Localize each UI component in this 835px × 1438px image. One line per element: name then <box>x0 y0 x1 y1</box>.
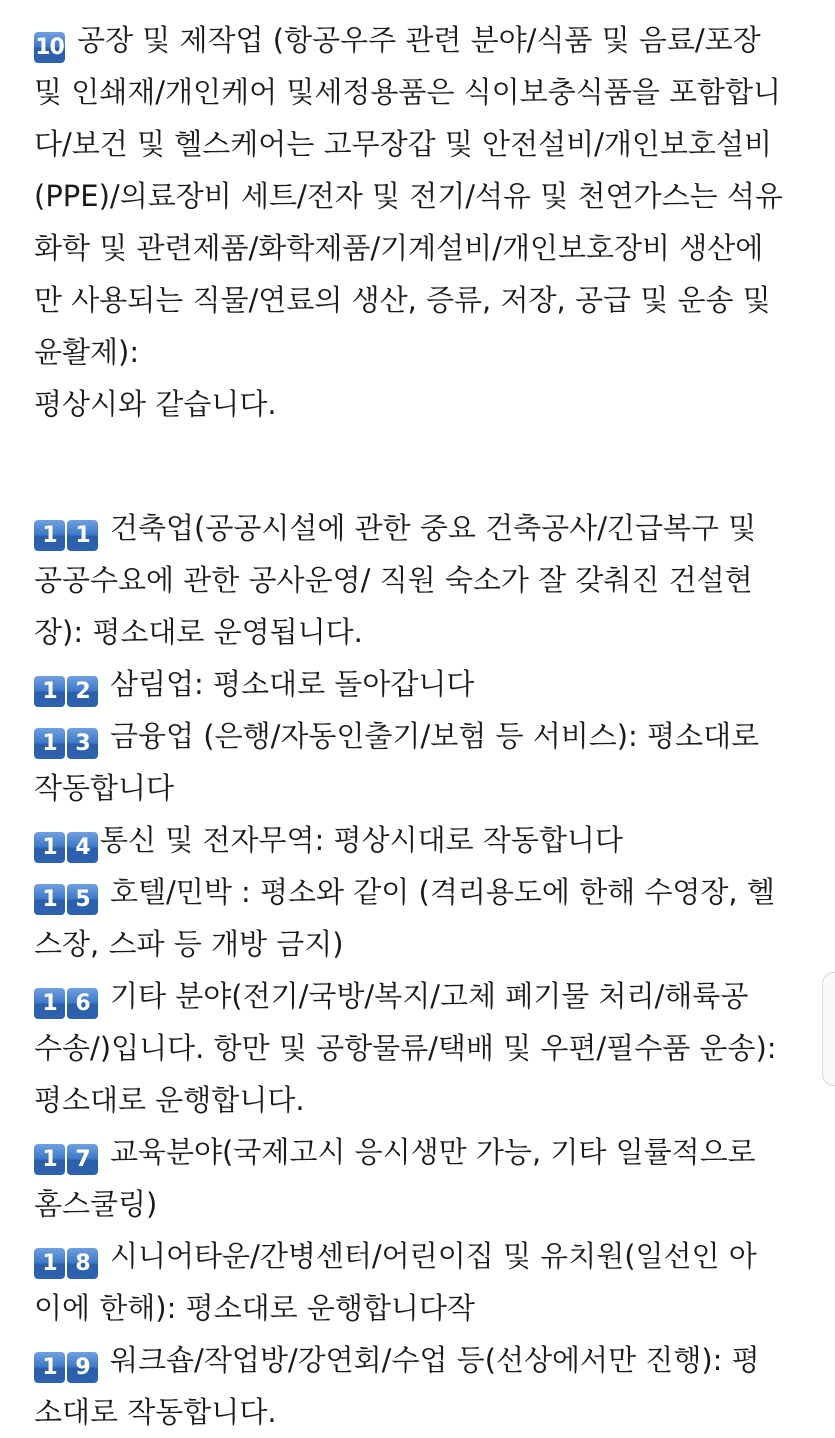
section-line: 공공수요에 관한 공사운영/ 직원 숙소가 잘 갖춰진 건설현 <box>34 563 753 597</box>
section-17 <box>34 1126 814 1230</box>
section-line: 다/보건 및 헬스케어는 고무장갑 및 안전설비/개인보호설비 <box>34 127 772 161</box>
number-emoji <box>34 710 100 762</box>
keycap-1-icon: 1 <box>34 884 65 915</box>
keycap-1-icon: 1 <box>34 728 65 759</box>
section-19 <box>34 1334 814 1438</box>
number-emoji <box>34 1126 100 1178</box>
keycap-1-icon: 1 <box>34 676 65 707</box>
number-emoji <box>34 502 100 554</box>
section-line: (PPE)/의료장비 세트/전자 및 전기/석유 및 천연가스는 석유 <box>34 179 783 213</box>
section-line: 만 사용되는 직물/연료의 생산, 증류, 저장, 공급 및 운송 및 <box>34 283 771 317</box>
section-line: 수송/)입니다. 항만 및 공항물류/택배 및 우편/필수품 운송): <box>34 1031 777 1065</box>
section-line: 1 2 삼림업: 평소대로 돌아갑니다 <box>34 658 814 710</box>
section-line: 1 4 통신 및 전자무역: 평상시대로 작동합니다 <box>34 814 814 866</box>
document-body <box>34 14 814 1438</box>
section-line: 장): 평소대로 운영됩니다. <box>34 615 363 649</box>
section-line: 1 6 기타 분야(전기/국방/복지/고체 폐기물 처리/해륙공 <box>34 970 814 1022</box>
keycap-1-icon: 1 <box>34 520 65 551</box>
section-13 <box>34 710 814 814</box>
section-line: 1 7 교육분야(국제고시 응시생만 가능, 기타 일률적으로 <box>34 1126 814 1178</box>
section-18 <box>34 1230 814 1334</box>
number-emoji <box>34 814 100 866</box>
section-line: 평상시와 같습니다. <box>34 387 277 421</box>
keycap-7-icon: 7 <box>67 1144 98 1175</box>
number-emoji <box>34 1230 100 1282</box>
keycap-5-icon: 5 <box>67 884 98 915</box>
section-line: 소대로 작동합니다. <box>34 1395 277 1429</box>
section-line: 1 9 워크숍/작업방/강연회/수업 등(선상에서만 진행): 평 <box>34 1334 814 1386</box>
keycap-1-icon: 1 <box>34 1352 65 1383</box>
section-line: 이에 한해): 평소대로 운행합니다작 <box>34 1291 475 1325</box>
keycap-1-icon: 1 <box>34 988 65 1019</box>
keycap-1-icon: 1 <box>34 1248 65 1279</box>
section-line: 윤활제): <box>34 335 140 369</box>
number-emoji <box>34 970 100 1022</box>
number-emoji <box>34 658 100 710</box>
section-line: 10 공장 및 제작업 (항공우주 관련 분야/식품 및 음료/포장 <box>34 14 814 66</box>
section-line: 화학 및 관련제품/화학제품/기계설비/개인보호장비 생산에 <box>34 231 764 265</box>
spacer <box>34 430 814 502</box>
number-emoji <box>34 866 100 918</box>
section-12 <box>34 658 814 710</box>
section-line: 작동합니다 <box>34 771 175 805</box>
section-11 <box>34 502 814 658</box>
keycap-8-icon: 8 <box>67 1248 98 1279</box>
keycap-4-icon: 4 <box>67 832 98 863</box>
keycap-1-icon: 1 <box>34 832 65 863</box>
keycap-1-icon: 1 <box>34 1144 65 1175</box>
section-line: 1 5 호텔/민박 : 평소와 같이 (격리용도에 한해 수영장, 헬 <box>34 866 814 918</box>
keycap-2-icon: 2 <box>67 676 98 707</box>
section-16 <box>34 970 814 1126</box>
scrollbar-handle[interactable] <box>822 972 835 1086</box>
section-line: 및 인쇄재/개인케어 및세정용품은 식이보충식품을 포함합니 <box>34 75 781 109</box>
number-emoji <box>34 14 67 66</box>
keycap-10-icon: 10 <box>34 32 65 63</box>
section-15 <box>34 866 814 970</box>
section-line: 스장, 스파 등 개방 금지) <box>34 927 344 961</box>
section-10 <box>34 14 814 430</box>
section-line: 홈스쿨링) <box>34 1187 158 1221</box>
section-line: 1 1 건축업(공공시설에 관한 중요 건축공사/긴급복구 및 <box>34 502 814 554</box>
section-14 <box>34 814 814 866</box>
keycap-9-icon: 9 <box>67 1352 98 1383</box>
keycap-1-icon: 1 <box>67 520 98 551</box>
section-line: 1 8 시니어타운/간병센터/어린이집 및 유치원(일선인 아 <box>34 1230 814 1282</box>
section-line: 1 3 금융업 (은행/자동인출기/보험 등 서비스): 평소대로 <box>34 710 814 762</box>
keycap-3-icon: 3 <box>67 728 98 759</box>
number-emoji <box>34 1334 100 1386</box>
section-line: 평소대로 운행합니다. <box>34 1083 305 1117</box>
keycap-6-icon: 6 <box>67 988 98 1019</box>
